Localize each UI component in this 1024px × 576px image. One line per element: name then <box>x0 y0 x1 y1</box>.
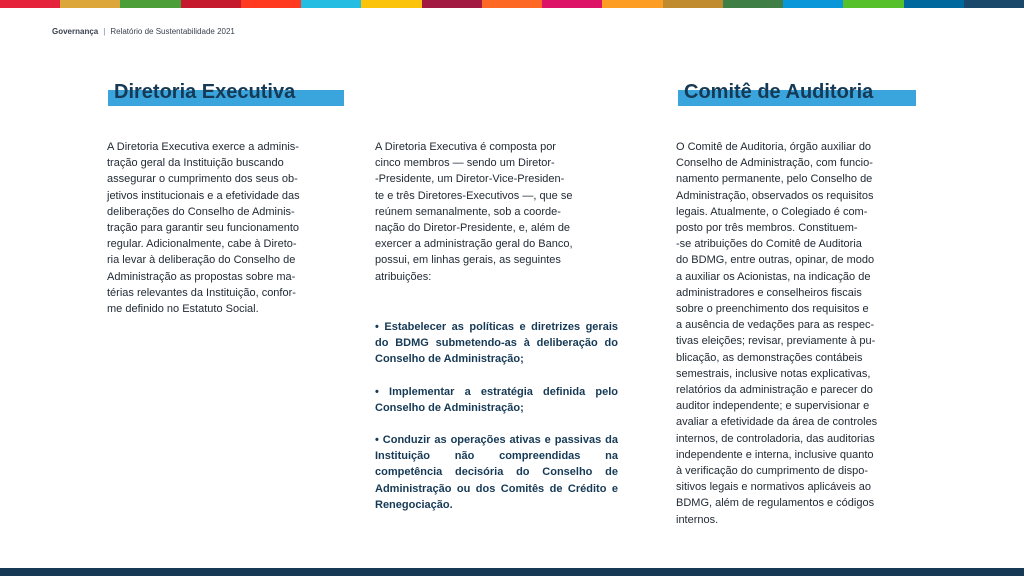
text-line: jetivos institucionais e a efetividade das <box>107 189 300 202</box>
stripe-segment <box>843 0 903 8</box>
text-line: assegurar o cumprimento dos seus ob- <box>107 173 298 186</box>
text-line: sitivos legais e normativos aplicáveis ao <box>676 481 872 494</box>
stripe-segment <box>904 0 964 8</box>
text-line: deliberações do Conselho de Adminis- <box>107 205 295 218</box>
text-line: te e três Diretores-Executivos —, que se <box>375 189 573 202</box>
text-line: posto por três membros. Constituem- <box>676 222 858 235</box>
text-line: BDMG, além de regulamentos e códigos <box>676 497 875 510</box>
text-line: internos. <box>676 513 719 526</box>
text-line: namento permanente, pelo Conselho de <box>676 173 873 186</box>
text-line: independente e interna, inclusive quanto <box>676 448 874 461</box>
stripe-segment <box>181 0 241 8</box>
text-line: à verificação do cumprimento de dispo- <box>676 465 868 478</box>
text-line: blicação, as demonstrações contábeis <box>676 351 863 364</box>
heading-text: Diretoria Executiva <box>114 81 296 103</box>
page-header <box>52 27 235 36</box>
stripe-segment <box>542 0 602 8</box>
heading-comite-auditoria <box>678 80 873 108</box>
text-line: a ausência de vedações para as respec- <box>676 319 875 332</box>
text-line: me definido no Estatuto Social. <box>107 303 259 316</box>
middle-column-text <box>375 139 620 285</box>
text-line: a auxiliar os Acionistas, na indicação de <box>676 270 871 283</box>
text-line: tivas eleições; revisar, previamente à pu- <box>676 335 876 348</box>
text-line: regular. Adicionalmente, cabe à Direto- <box>107 238 297 251</box>
stripe-segment <box>120 0 180 8</box>
sdg-color-stripe <box>0 0 1024 8</box>
text-line: tração geral da Instituição buscando <box>107 157 284 170</box>
text-line: A Diretoria Executiva exerce a adminis- <box>107 141 299 153</box>
stripe-segment <box>663 0 723 8</box>
text-line: relatórios da administração e parecer do <box>676 384 873 397</box>
header-report-title: Relatório de Sustentabilidade 2021 <box>110 27 235 36</box>
text-line: Administração as propostas sobre ma- <box>107 270 296 283</box>
header-separator: | <box>103 27 106 36</box>
heading-text: Comitê de Auditoria <box>684 81 874 103</box>
text-line: semestrais, inclusive notas explicativas, <box>676 367 871 380</box>
text-line: -Presidente, um Diretor-Vice-Presiden- <box>375 173 565 186</box>
header-section: Governança <box>52 27 99 36</box>
text-line: ria levar à deliberação do Conselho de <box>107 254 296 267</box>
text-line: reúnem semanalmente, sob a coorde- <box>375 205 561 218</box>
text-line: -se atribuições do Comitê de Auditoria <box>676 238 862 251</box>
text-line: avaliar a efetividade da área de controles <box>676 416 878 429</box>
text-line: legais. Atualmente, o Colegiado é com- <box>676 205 868 218</box>
text-line: administradores e conselheiros fiscais <box>676 286 862 299</box>
text-line: tração para garantir seu funcionamento <box>107 222 300 235</box>
text-line: do BDMG, entre outras, opinar, de modo <box>676 254 875 267</box>
text-line: nação do Diretor-Presidente, e, além de <box>375 222 571 235</box>
attribution-item: • Conduzir as operações ativas e passivas da Instituição não compreendidas na competência decisória do Conselho de Administração ou dos Comitês de Crédito e Renegociação. <box>375 434 618 511</box>
text-line: térias relevantes da Instituição, confor- <box>107 286 296 299</box>
stripe-segment <box>783 0 843 8</box>
stripe-segment <box>602 0 662 8</box>
right-column-text <box>676 139 921 528</box>
stripe-segment <box>0 0 60 8</box>
stripe-segment <box>60 0 120 8</box>
text-line: atribuições: <box>375 270 432 283</box>
text-line: cinco membros — sendo um Diretor- <box>375 157 555 170</box>
text-line: possui, em linhas gerais, as seguintes <box>375 254 561 267</box>
text-line: O Comitê de Auditoria, órgão auxiliar do <box>676 141 872 153</box>
stripe-segment <box>964 0 1024 8</box>
stripe-segment <box>361 0 421 8</box>
bottom-bar <box>0 568 1024 576</box>
stripe-segment <box>422 0 482 8</box>
stripe-segment <box>301 0 361 8</box>
text-line: Administração, observados os requisitos <box>676 189 874 202</box>
heading-diretoria-executiva <box>108 80 295 108</box>
text-line: exercer a administração geral do Banco, <box>375 238 573 251</box>
attributions-list <box>375 319 618 529</box>
stripe-segment <box>241 0 301 8</box>
text-line: A Diretoria Executiva é composta por <box>375 141 556 153</box>
attribution-item: • Implementar a estratégia definida pelo Conselho de Administração; <box>375 385 618 414</box>
text-line: Conselho de Administração, com funcio- <box>676 157 873 170</box>
text-line: sobre o preenchimento dos requisitos e <box>676 303 869 316</box>
left-column-text <box>107 139 352 317</box>
stripe-segment <box>482 0 542 8</box>
text-line: internos, de controladoria, das auditorias <box>676 432 875 445</box>
stripe-segment <box>723 0 783 8</box>
text-line: auditor independente; e supervisionar e <box>676 400 870 413</box>
attribution-item: • Estabelecer as políticas e diretrizes gerais do BDMG submetendo-as à deliberação do Conselho de Administração; <box>375 321 618 366</box>
